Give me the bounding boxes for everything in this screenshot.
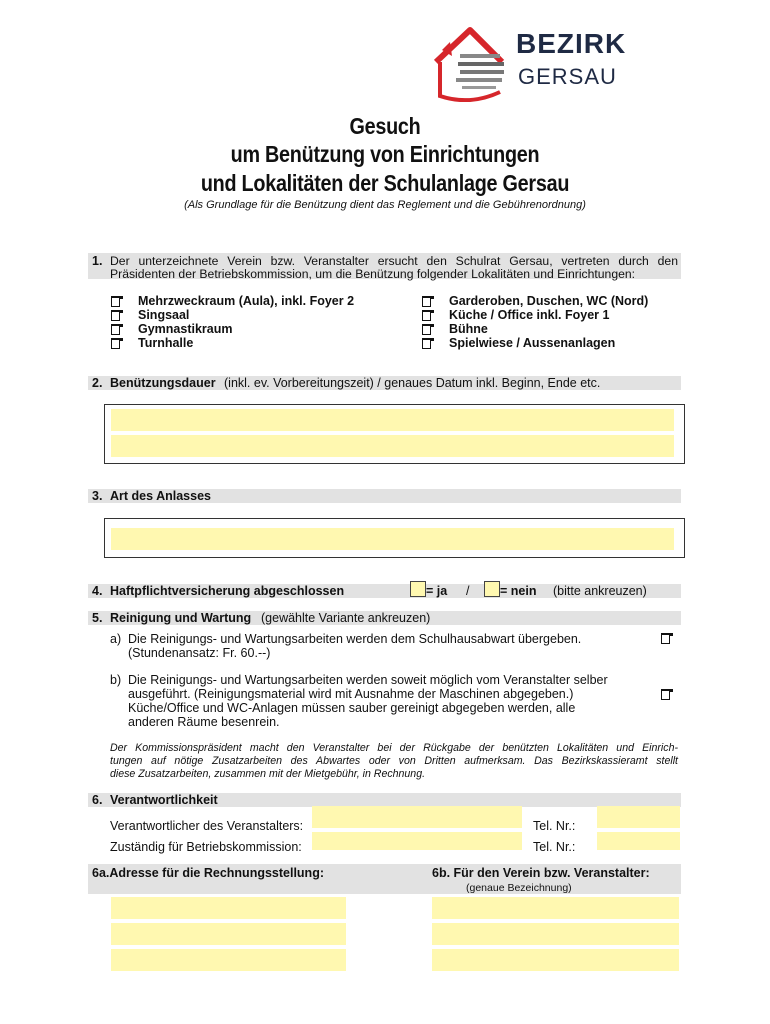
notice-line-2: tungen auf nötige Zusatzarbeiten des Abwartes oder von Dritten aufmerksam. Das Bezirkskassieramt stellt: [110, 755, 678, 767]
insurance-yes-box[interactable]: [410, 581, 426, 597]
option-b-line-3: Küche/Office und WC-Anlagen müssen sauber gereinigt abgegeben werden, alle: [128, 701, 576, 715]
option-turnhalle: Turnhalle: [138, 336, 194, 350]
form-title-line-3: und Lokalitäten der Schulanlage Gersau: [200, 170, 570, 196]
organizer-name-field-1[interactable]: [432, 897, 679, 919]
section-6a-label: 6a.Adresse für die Rechnungsstellung:: [92, 866, 324, 880]
option-a-line-1: Die Reinigungs- und Wartungsarbeiten werden dem Schulhausabwart übergeben.: [128, 632, 582, 646]
section-1-text-line-2: Präsidenten der Betriebskommission, um die Benützung folgender Lokalitäten und Einrichtungen:: [110, 267, 636, 281]
insurance-separator: /: [466, 584, 470, 598]
option-b-marker: b): [110, 673, 122, 687]
option-kueche: Küche / Office inkl. Foyer 1: [449, 308, 610, 322]
commission-label: Zuständig für Betriebskommission:: [110, 840, 302, 854]
billing-address-field-3[interactable]: [111, 949, 346, 971]
event-type-field[interactable]: [111, 528, 674, 550]
checkbox-spielwiese[interactable]: [422, 338, 431, 349]
house-emblem-icon: [430, 22, 515, 102]
section-4-label: Haftpflichtversicherung abgeschlossen: [110, 584, 345, 598]
option-b-line-4: anderen Räume besenrein.: [128, 715, 280, 729]
responsible-tel-field[interactable]: [597, 806, 680, 828]
insurance-no-label: = nein: [500, 584, 537, 598]
option-aula: Mehrzweckraum (Aula), inkl. Foyer 2: [138, 294, 355, 308]
notice-line-3: diese Zusatzarbeiten, zusammen mit der Mietgebühr, in Rechnung.: [110, 768, 426, 780]
option-garderoben: Garderoben, Duschen, WC (Nord): [449, 294, 649, 308]
organizer-name-field-2[interactable]: [432, 923, 679, 945]
section-2-number: 2.: [92, 376, 103, 390]
section-2-label: Benützungsdauer: [110, 376, 216, 390]
checkbox-singsaal[interactable]: [111, 310, 120, 321]
section-5-note: (gewählte Variante ankreuzen): [261, 611, 431, 625]
section-5-number: 5.: [92, 611, 103, 625]
section-4-number: 4.: [92, 584, 103, 598]
duration-field-2[interactable]: [111, 435, 674, 457]
section-1-number: 1.: [92, 254, 103, 268]
option-b-line-2: ausgeführt. (Reinigungsmaterial wird mit Ausnahme der Maschinen abgegeben.): [128, 687, 574, 701]
insurance-no-box[interactable]: [484, 581, 500, 597]
form-subtitle: (Als Grundlage für die Benützung dient das Reglement und die Gebührenordnung): [184, 199, 586, 211]
notice-line-1: Der Kommissionspräsident macht den Veranstalter bei der Rückgabe der benützten Lokalitäten und Einrich-: [110, 742, 678, 754]
insurance-hint: (bitte ankreuzen): [553, 584, 647, 598]
district-logo: [430, 22, 627, 102]
duration-field-1[interactable]: [111, 409, 674, 431]
responsible-tel-label: Tel. Nr.:: [533, 819, 576, 833]
checkbox-gymnastikraum[interactable]: [111, 324, 120, 335]
option-singsaal: Singsaal: [138, 308, 190, 322]
option-a-marker: a): [110, 632, 122, 646]
checkbox-aula[interactable]: [111, 296, 120, 307]
billing-address-field-2[interactable]: [111, 923, 346, 945]
form-title-line-1: Gesuch: [349, 113, 421, 139]
insurance-yes-label: = ja: [426, 584, 448, 598]
logo-line-1: BEZIRK: [516, 28, 627, 59]
section-6-number: 6.: [92, 793, 103, 807]
checkbox-turnhalle[interactable]: [111, 338, 120, 349]
billing-address-field-1[interactable]: [111, 897, 346, 919]
responsible-field[interactable]: [312, 806, 522, 828]
option-buehne: Bühne: [449, 322, 488, 336]
section-2-note: (inkl. ev. Vorbereitungszeit) / genaues Datum inkl. Beginn, Ende etc.: [224, 376, 601, 390]
responsible-label: Verantwortlicher des Veranstalters:: [110, 819, 304, 833]
commission-tel-field[interactable]: [597, 832, 680, 850]
organizer-name-field-3[interactable]: [432, 949, 679, 971]
section-6b-label: 6b. Für den Verein bzw. Veranstalter:: [432, 866, 650, 880]
commission-tel-label: Tel. Nr.:: [533, 840, 576, 854]
section-3-label: Art des Anlasses: [110, 489, 211, 503]
commission-field[interactable]: [312, 832, 522, 850]
section-6-label: Verantwortlichkeit: [110, 793, 218, 807]
checkbox-kueche[interactable]: [422, 310, 431, 321]
logo-line-2: GERSAU: [518, 64, 617, 89]
option-b-line-1: Die Reinigungs- und Wartungsarbeiten werden soweit möglich vom Veranstalter selber: [128, 673, 608, 687]
option-spielwiese: Spielwiese / Aussenanlagen: [449, 336, 616, 350]
checkbox-garderoben[interactable]: [422, 296, 431, 307]
checkbox-cleaning-b[interactable]: [661, 689, 670, 700]
section-3-number: 3.: [92, 489, 103, 503]
checkbox-buehne[interactable]: [422, 324, 431, 335]
section-5-label: Reinigung und Wartung: [110, 611, 252, 625]
section-1-text-line-1: Der unterzeichnete Verein bzw. Veranstalter ersucht den Schulrat Gersau, vertreten durch den: [110, 254, 678, 268]
option-a-line-2: (Stundenansatz: Fr. 60.--): [128, 646, 271, 660]
form-title-line-2: um Benützung von Einrichtungen: [230, 141, 540, 167]
section-6b-sub: (genaue Bezeichnung): [466, 882, 572, 894]
checkbox-cleaning-a[interactable]: [661, 633, 670, 644]
option-gymnastikraum: Gymnastikraum: [138, 322, 233, 336]
